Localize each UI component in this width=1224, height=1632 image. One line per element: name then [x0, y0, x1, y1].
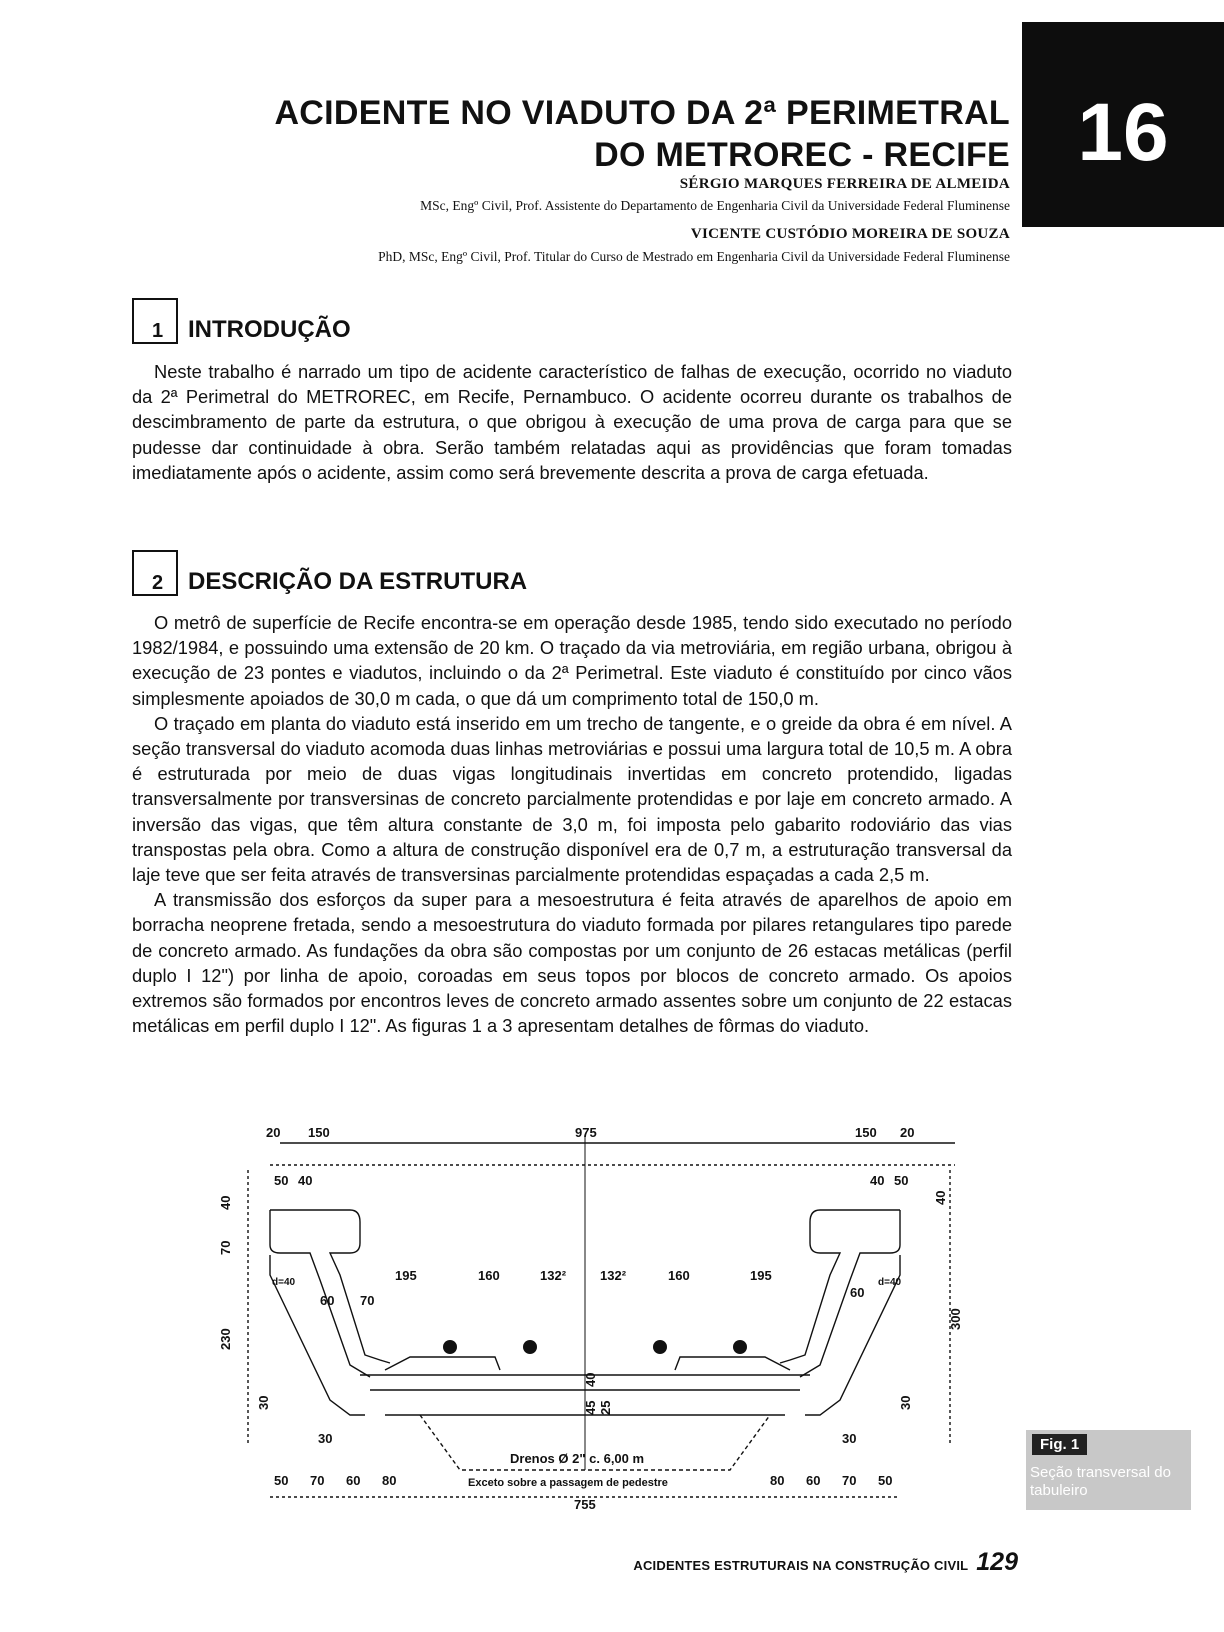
dim-label: 50 [894, 1173, 909, 1188]
ballast-left [385, 1357, 500, 1370]
dim-label: 40 [583, 1372, 598, 1387]
section-number: 1 [152, 320, 164, 342]
dim-label: 60 [320, 1293, 335, 1308]
drain-label: Drenos Ø 2" c. 6,00 m [510, 1451, 645, 1466]
paragraph: Neste trabalho é narrado um tipo de acidente característico de falhas de execução, ocorrido no viaduto da 2ª Perimetral do METROREC, em Recife, Pernambuco. O acidente ocorreu durante os trabalhos de descimbramento de parte da estrutura, o que obrigou à execução de uma prova de carga para que se pudesse dar continuidade à obra. Serão também relatadas aqui as providências que foram tomadas imediatamente após o acidente, assim como será brevemente descrita a prova de carga efetuada. [132, 361, 1012, 483]
rail [653, 1340, 667, 1354]
section-title: INTRODUÇÃO [188, 316, 351, 343]
dim-label: 30 [318, 1431, 333, 1446]
dim-label: 195 [395, 1268, 417, 1283]
dim-label: 25 [598, 1400, 613, 1415]
page-number: 129 [976, 1548, 1018, 1576]
cross-section-drawing [210, 1125, 1010, 1510]
author-name-2: VICENTE CUSTÓDIO MOREIRA DE SOUZA [690, 226, 1010, 242]
figure-caption-box [1026, 1430, 1191, 1510]
chapter-number-box [1022, 22, 1224, 227]
dim-label: 160 [668, 1268, 690, 1283]
dim-label: 30 [898, 1395, 913, 1410]
dim-label: 20 [266, 1125, 281, 1140]
dim-label: 60 [346, 1473, 361, 1488]
dim-label: 160 [478, 1268, 500, 1283]
dim-label: 70 [310, 1473, 325, 1488]
article-title [274, 92, 1010, 176]
figure-tag: Fig. 1 [1032, 1434, 1087, 1455]
dim-label: 40 [870, 1173, 885, 1188]
dim-label: d=40 [878, 1277, 902, 1288]
dim-label: 50 [878, 1473, 893, 1488]
ballast-right [675, 1357, 790, 1370]
author-affiliation-2: PhD, MSc, Engº Civil, Prof. Titular do Curso de Mestrado em Engenharia Civil da Universidade Federal Fluminense [378, 249, 1010, 264]
dim-label: 60 [850, 1285, 865, 1300]
dim-label: 40 [298, 1173, 313, 1188]
title-line-2: DO METROREC - RECIFE [594, 136, 1010, 174]
paragraph: O traçado em planta do viaduto está inserido em um trecho de tangente, e o greide da obra é em nível. A seção transversal do viaduto acomoda duas linhas metroviárias e possui uma largura total de 10,5 m. A obra é estruturada por meio de duas vigas longitudinais invertidas em concreto protendido, ligadas transversalmente por transversinas de concreto parcialmente protendidas e por laje em concreto armado. A inversão das vigas, que têm altura constante de 3,0 m, foi imposta pelo gabarito rodoviário das vias transpostas pela obra. Como a altura de construção disponível era de 0,7 m, a estruturação transversal da laje teve que ser feita através de transversinas parcialmente protendidas espaçadas a cada 2,5 m. [132, 712, 1012, 886]
dim-label: 195 [750, 1268, 772, 1283]
dim-label: 60 [806, 1473, 821, 1488]
dim-label: 80 [382, 1473, 397, 1488]
chapter-number: 16 [1077, 87, 1169, 178]
dim-label: 30 [256, 1395, 271, 1410]
dim-label: 132² [600, 1268, 627, 1283]
rail [523, 1340, 537, 1354]
rail [733, 1340, 747, 1354]
dim-label: 70 [842, 1473, 857, 1488]
dim-label: 80 [770, 1473, 785, 1488]
dim-label: d=40 [272, 1277, 296, 1288]
dim-label: 50 [274, 1473, 289, 1488]
dim-label: 230 [218, 1328, 233, 1350]
section-1-body [132, 359, 1012, 485]
section-title: DESCRIÇÃO DA ESTRUTURA [188, 568, 528, 595]
dim-label: 132² [540, 1268, 567, 1283]
dim-label: 40 [218, 1195, 233, 1210]
author-name-1: SÉRGIO MARQUES FERREIRA DE ALMEIDA [679, 176, 1010, 192]
figure-caption: Seção transversal do tabuleiro [1030, 1464, 1171, 1499]
author-affiliation-1: MSc, Engº Civil, Prof. Assistente do Departamento de Engenharia Civil da Universidade Federal Fluminense [420, 198, 1010, 213]
title-line-1: ACIDENTE NO VIADUTO DA 2ª PERIMETRAL [274, 94, 1010, 132]
paragraph: O metrô de superfície de Recife encontra-se em operação desde 1985, tendo sido executado no período 1982/1984, e possuindo uma extensão de 20 km. O traçado da via metroviária, em região urbana, obrigou à execução de 23 pontes e viadutos, incluindo o da 2ª Perimetral. Este viaduto é constituído por cinco vãos simplesmente apoiados de 30,0 m cada, o que dá um comprimento total de 150,0 m. [132, 612, 1012, 709]
section-number: 2 [152, 572, 164, 594]
dim-label: 975 [575, 1125, 597, 1140]
dim-label: 45 [583, 1400, 598, 1415]
section-2-body [132, 610, 1012, 1038]
page-footer [633, 1548, 1018, 1577]
dim-label: 20 [900, 1125, 915, 1140]
paragraph: A transmissão dos esforços da super para a mesoestrutura é feita através de aparelhos de apoio em borracha neoprene fretada, sendo a mesoestrutura do viaduto formada por pilares retangulares tipo parede de concreto armado. As fundações da obra são compostas por um conjunto de 26 estacas metálicas (perfil duplo I 12") por linha de apoio, coroadas em seus topos por blocos de concreto armado. Os apoios extremos são formados por encontros leves de concreto armado assentes sobre um conjunto de 22 estacas metálicas em perfil duplo I 12". As figuras 1 a 3 apresentam detalhes de fôrmas do viaduto. [132, 889, 1012, 1037]
dim-label: 70 [218, 1240, 233, 1255]
rail [443, 1340, 457, 1354]
footer-book-title: ACIDENTES ESTRUTURAIS NA CONSTRUÇÃO CIVIL [633, 1558, 969, 1573]
dim-label: 30 [842, 1431, 857, 1446]
dim-label: 755 [574, 1497, 596, 1510]
except-label: Exceto sobre a passagem de pedestre [468, 1477, 668, 1489]
dim-label: 150 [855, 1125, 877, 1140]
dim-label: 70 [360, 1293, 375, 1308]
dim-label: 50 [274, 1173, 289, 1188]
dim-label: 150 [308, 1125, 330, 1140]
dim-label: 40 [933, 1190, 948, 1205]
dim-label: 300 [948, 1308, 963, 1330]
